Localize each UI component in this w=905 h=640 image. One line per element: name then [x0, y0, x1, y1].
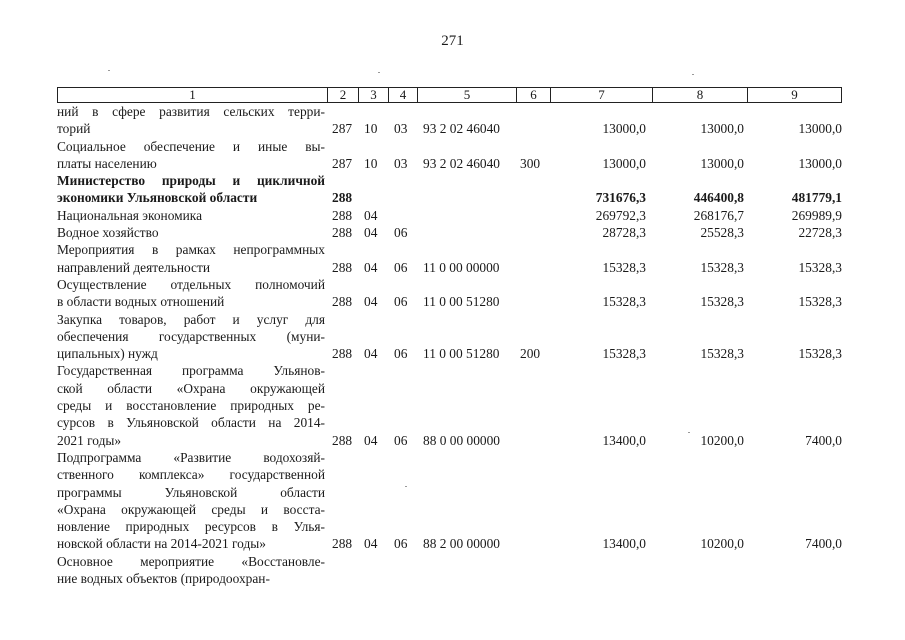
row-cell-c7: 269792,3: [595, 207, 646, 223]
row-name-line: экономики Ульяновской области: [57, 190, 258, 206]
row-name-line: Социальное обеспечение и иные вы-: [57, 138, 325, 154]
row-cell-c8: 15328,3: [700, 294, 744, 310]
table-row: [57, 172, 847, 207]
row-name-cell: [57, 138, 325, 173]
header-col-8: 8: [652, 88, 747, 102]
row-cell-c2: 288: [332, 432, 353, 448]
table-row: [57, 241, 847, 276]
row-cell-c6: 200: [520, 346, 541, 362]
scan-speck: [378, 72, 380, 73]
table-header-row: [57, 87, 842, 103]
row-cell-c2: 288: [332, 207, 353, 223]
row-cell-c5: 88 2 00 00000: [423, 536, 500, 552]
row-name-cell: [57, 553, 325, 588]
row-cell-c3: 04: [364, 225, 378, 241]
row-cell-c4: 03: [394, 155, 408, 171]
row-cell-c5: 11 0 00 00000: [423, 259, 500, 275]
scan-speck: [405, 486, 407, 487]
row-cell-c8: 10200,0: [700, 432, 744, 448]
row-name-line: Подпрограмма «Развитие водохозяй-: [57, 449, 325, 465]
row-cell-c7: 28728,3: [602, 225, 646, 241]
row-cell-c4: 06: [394, 346, 408, 362]
row-cell-c7: 15328,3: [602, 346, 646, 362]
row-cell-c9: 7400,0: [805, 432, 842, 448]
row-cell-c7: 15328,3: [602, 259, 646, 275]
table-row: [57, 311, 847, 363]
row-name-line: Осуществление отдельных полномочий: [57, 276, 325, 292]
row-cell-c9: 7400,0: [805, 536, 842, 552]
row-name-line: сурсов в Ульяновской области на 2014-: [57, 415, 325, 431]
table-row: [57, 138, 847, 173]
table-row: [57, 362, 847, 448]
row-cell-c5: 88 0 00 00000: [423, 432, 500, 448]
row-cell-c7: 15328,3: [602, 294, 646, 310]
row-cell-c7: 13400,0: [602, 432, 646, 448]
row-cell-c3: 04: [364, 346, 378, 362]
row-cell-c2: 288: [332, 536, 353, 552]
row-name-cell: [57, 449, 325, 553]
row-cell-c7: 13400,0: [602, 536, 646, 552]
row-name-line: Закупка товаров, работ и услуг для: [57, 311, 325, 327]
row-name-line: ние водных объектов (природоохран-: [57, 571, 270, 587]
row-name-cell: [57, 241, 325, 276]
row-name-line: ний в сфере развития сельских терри-: [57, 104, 325, 119]
row-name-line: среды и восстановление природных ре-: [57, 398, 325, 414]
row-cell-c8: 15328,3: [700, 259, 744, 275]
row-name-line: «Охрана окружающей среды и восста-: [57, 501, 325, 517]
row-cell-c3: 04: [364, 259, 378, 275]
row-cell-c2: 288: [332, 225, 353, 241]
row-cell-c9: 15328,3: [798, 294, 842, 310]
row-name-line: новской области на 2014-2021 годы»: [57, 536, 266, 552]
header-col-9: 9: [747, 88, 841, 102]
row-cell-c5: 93 2 02 46040: [423, 155, 500, 171]
row-name-cell: [57, 224, 325, 241]
table-row: [57, 553, 847, 588]
row-name-line: Министерство природы и цикличной: [57, 173, 325, 189]
row-cell-c8: 13000,0: [700, 121, 744, 137]
row-name-line: ципальных) нужд: [57, 346, 158, 362]
row-cell-c2: 287: [332, 121, 353, 137]
row-name-line: Основное мероприятие «Восстановле-: [57, 553, 325, 569]
row-cell-c4: 06: [394, 294, 408, 310]
scan-speck: [692, 74, 694, 75]
table-row: [57, 276, 847, 311]
row-name-line: Мероприятия в рамках непрограммных: [57, 242, 325, 258]
row-name-line: платы населению: [57, 155, 157, 171]
header-col-7: 7: [550, 88, 652, 102]
row-cell-c9: 13000,0: [798, 121, 842, 137]
header-col-6: 6: [516, 88, 550, 102]
row-cell-c3: 10: [364, 155, 378, 171]
row-cell-c4: 06: [394, 536, 408, 552]
row-cell-c7: 13000,0: [602, 121, 646, 137]
row-cell-c3: 04: [364, 207, 378, 223]
row-cell-c9: 15328,3: [798, 346, 842, 362]
row-cell-c2: 288: [332, 259, 353, 275]
row-cell-c9: 22728,3: [798, 225, 842, 241]
row-cell-c8: 15328,3: [700, 346, 744, 362]
header-col-4: 4: [388, 88, 417, 102]
header-col-2: 2: [327, 88, 358, 102]
header-col-5: 5: [417, 88, 516, 102]
table-body: [57, 103, 847, 587]
row-name-cell: [57, 172, 325, 207]
row-cell-c8: 446400,8: [693, 190, 744, 206]
row-cell-c8: 10200,0: [700, 536, 744, 552]
row-cell-c2: 288: [332, 190, 353, 206]
page-number: 271: [441, 33, 464, 49]
row-cell-c4: 06: [394, 259, 408, 275]
scan-speck: [688, 432, 690, 433]
row-name-cell: [57, 311, 325, 363]
row-cell-c7: 13000,0: [602, 155, 646, 171]
scan-speck: [108, 70, 110, 71]
row-cell-c4: 06: [394, 225, 408, 241]
header-col-3: 3: [358, 88, 388, 102]
row-name-line: Государственная программа Ульянов-: [57, 363, 325, 379]
row-cell-c6: 300: [520, 155, 541, 171]
table-row: [57, 207, 847, 224]
row-cell-c7: 731676,3: [595, 190, 646, 206]
row-cell-c4: 03: [394, 121, 408, 137]
row-name-line: ственного комплекса» государственной: [57, 467, 325, 483]
row-cell-c8: 268176,7: [693, 207, 744, 223]
table-row: [57, 103, 847, 138]
row-cell-c5: 11 0 00 51280: [423, 294, 500, 310]
row-cell-c3: 04: [364, 432, 378, 448]
row-name-line: программы Ульяновской области: [57, 484, 325, 500]
row-cell-c2: 288: [332, 294, 353, 310]
row-cell-c9: 269989,9: [791, 207, 842, 223]
row-name-line: 2021 годы»: [57, 432, 122, 448]
row-cell-c3: 10: [364, 121, 378, 137]
header-col-1: 1: [189, 87, 196, 102]
row-cell-c3: 04: [364, 536, 378, 552]
row-name-cell: [57, 362, 325, 448]
row-name-line: Водное хозяйство: [57, 225, 159, 241]
row-cell-c4: 06: [394, 432, 408, 448]
row-cell-c8: 25528,3: [700, 225, 744, 241]
row-name-line: Национальная экономика: [57, 207, 203, 223]
row-cell-c9: 15328,3: [798, 259, 842, 275]
row-cell-c5: 93 2 02 46040: [423, 121, 500, 137]
row-cell-c9: 13000,0: [798, 155, 842, 171]
row-name-cell: [57, 207, 325, 224]
row-cell-c2: 288: [332, 346, 353, 362]
table-row: [57, 449, 847, 553]
row-name-cell: [57, 276, 325, 311]
row-name-line: обеспечения государственных (муни-: [57, 328, 325, 344]
row-cell-c5: 11 0 00 51280: [423, 346, 500, 362]
row-cell-c8: 13000,0: [700, 155, 744, 171]
row-cell-c2: 287: [332, 155, 353, 171]
row-cell-c3: 04: [364, 294, 378, 310]
row-name-line: направлений деятельности: [57, 259, 211, 275]
row-cell-c9: 481779,1: [791, 190, 842, 206]
row-name-line: торий: [57, 121, 91, 137]
table-row: [57, 224, 847, 241]
row-name-line: в области водных отношений: [57, 294, 225, 310]
row-name-line: ской области «Охрана окружающей: [57, 380, 325, 396]
row-name-cell: [57, 103, 325, 138]
row-name-line: новление природных ресурсов в Улья-: [57, 519, 325, 535]
